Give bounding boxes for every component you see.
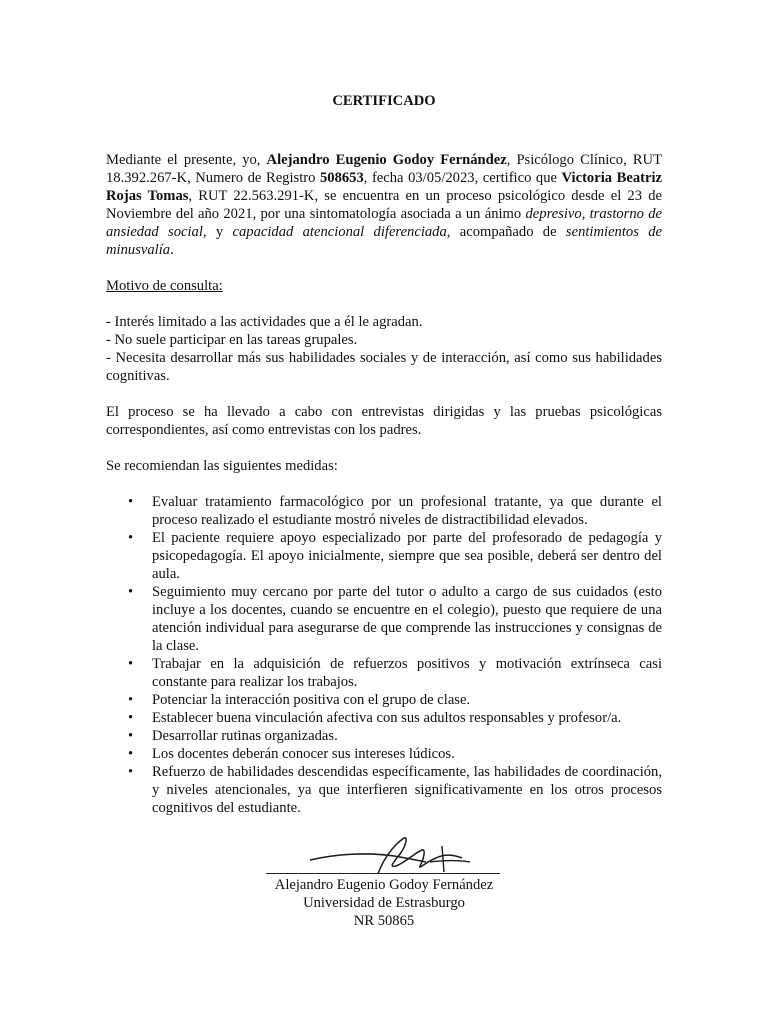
bullet-icon: • [128,746,134,762]
measure-item [106,709,662,727]
motivo-line: - No suele participar en las tareas grupales. [106,332,358,348]
signatory-nr: NR 50865 [353,913,415,929]
bullet-icon: • [128,530,134,546]
measure-text: Seguimiento muy cercano por parte del tutor o adulto a cargo de sus cuidados (esto incluye a los docentes, cuando se encuentre en el colegio), puesto que requiere de una atención individual para asegurarse de que comprende las instrucciones y consignas de la clase. [152,584,662,654]
signatory-name: Alejandro Eugenio Godoy Fernández [274,877,494,893]
measure-item [106,583,662,655]
document-title: CERTIFICADO [332,93,436,109]
measure-text: Refuerzo de habilidades descendidas específicamente, las habilidades de coordinación, y niveles atencionales, ya que interfieren significativamente en los otros procesos cognitivos del estudiante. [152,764,662,816]
registry-number: 508653 [319,170,364,186]
document-body [106,151,662,817]
intro-text-7: . [170,242,174,258]
diagnosis-1: depresivo, trastorno de ansiedad social [106,206,663,240]
measure-text: Evaluar tratamiento farmacológico por un profesional tratante, ya que durante el proceso realizado el estudiante mostró niveles de distractibilidad elevados. [152,494,662,528]
process-paragraph: El proceso se ha llevado a cabo con entrevistas dirigidas y las pruebas psicológicas correspondientes, así como entrevistas con los padres. [106,404,662,438]
measure-text: Trabajar en la adquisición de refuerzos positivos y motivación extrínseca casi constante para realizar los trabajos. [152,656,662,690]
bullet-icon: • [128,656,134,672]
recommendations-intro: Se recomiendan las siguientes medidas: [106,458,338,474]
measure-item [106,763,662,817]
measure-item [106,745,662,763]
measure-text: Establecer buena vinculación afectiva con sus adultos responsables y profesor/a. [152,710,622,726]
patient-name: Victoria Beatriz Rojas Tomas [106,170,662,204]
measure-text: El paciente requiere apoyo especializado por parte del profesorado de pedagogía y psicopedagogía. El apoyo inicialmente, siempre que sea posible, deberá ser dentro del aula. [152,530,662,582]
intro-text-2: , Psicólogo Clínico, RUT 18.392.267-K, Numero de Registro [106,152,663,186]
intro-text-1: Mediante el presente, yo, [106,152,267,168]
diagnosis-2: capacidad atencional diferenciada [232,224,447,240]
measure-item [106,529,662,583]
bullet-icon: • [128,494,134,510]
motivo-line: - Interés limitado a las actividades que a él le agradan. [106,314,423,330]
measures-list [106,493,662,817]
intro-paragraph [106,151,662,259]
bullet-icon: • [128,728,134,744]
bullet-icon: • [128,764,134,780]
measure-item [106,691,662,709]
measure-item [106,493,662,529]
psychologist-name: Alejandro Eugenio Godoy Fernández [266,152,507,168]
measure-text: Los docentes deberán conocer sus intereses lúdicos. [152,746,455,762]
intro-text-6: , acompañado de [446,224,566,240]
measure-item [106,655,662,691]
intro-text-4: , RUT 22.563.291-K, se encuentra en un proceso psicológico desde el 23 de Noviembre del año 2021, por una sintomatología asociada a un ánimo [106,188,662,222]
motivo-line: - Necesita desarrollar más sus habilidades sociales y de interacción, así como sus habilidades cognitivas. [106,350,662,384]
measure-item [106,727,662,745]
measure-text: Potenciar la interacción positiva con el grupo de clase. [152,692,471,708]
signatory-institution: Universidad de Estrasburgo [303,895,465,911]
bullet-icon: • [128,584,134,600]
intro-text-5: , y [202,224,233,240]
signature-line [266,873,500,874]
bullet-icon: • [128,692,134,708]
bullet-icon: • [128,710,134,726]
intro-text-3: , fecha 03/05/2023, certifico que [363,170,562,186]
diagnosis-3: sentimientos de minusvalía [106,224,662,258]
measure-text: Desarrollar rutinas organizadas. [152,728,338,744]
motivo-heading: Motivo de consulta: [106,278,223,294]
